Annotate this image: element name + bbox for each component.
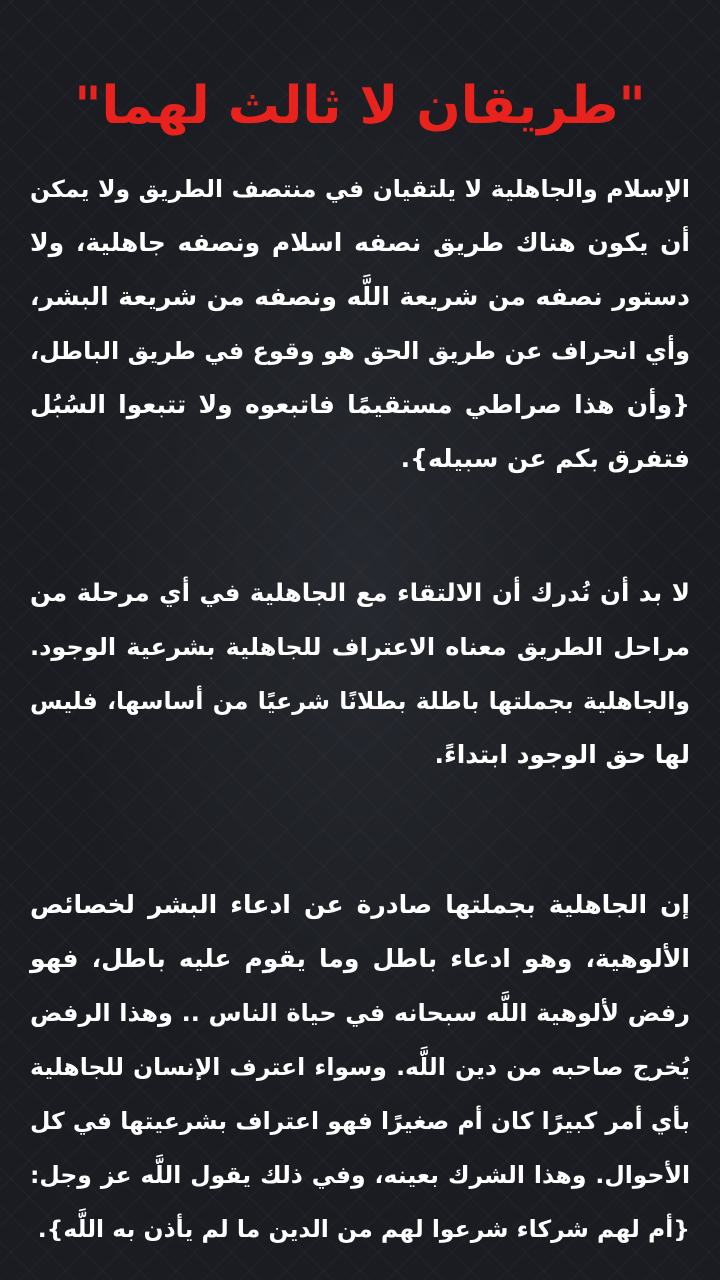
- paragraph-2: [30, 566, 690, 782]
- text-line: الأحوال. وهذا الشرك بعينه، وفي ذلك يقول اللَّه عز وجل:: [30, 1161, 690, 1189]
- paragraph-1: [30, 162, 690, 486]
- text-line: الإسلام والجاهلية لا يلتقيان في منتصف الطريق ولا يمكن: [30, 175, 690, 203]
- text-line: مراحل الطريق معناه الاعتراف للجاهلية بشرعية الوجود.: [30, 633, 690, 661]
- text-line: بأي أمر كبيرًا كان أم صغيرًا فهو اعتراف بشرعيتها في كل: [30, 1107, 690, 1135]
- text-line: أن يكون هناك طريق نصفه اسلام ونصفه جاهلية، ولا: [30, 228, 690, 257]
- text-line: لها حق الوجود ابتداءً.: [434, 740, 690, 769]
- text-line: {وأن هذا صراطي مستقيمًا فاتبعوه ولا تتبعوا السُبُل: [30, 390, 690, 419]
- text-line: والجاهلية بجملتها باطلة بطلانًا شرعيًا من أساسها، فليس: [30, 687, 690, 715]
- text-line: يُخرج صاحبه من دين اللَّه. وسواء اعترف الإنسان للجاهلية: [30, 1053, 690, 1081]
- text-line: فتفرق بكم عن سبيله}.: [400, 444, 690, 473]
- text-line: وأي انحراف عن طريق الحق هو وقوع في طريق الباطل،: [30, 337, 690, 365]
- paragraph-3: [30, 878, 690, 1256]
- text-line: {أم لهم شركاء شرعوا لهم من الدين ما لم يأذن به اللَّه}.: [37, 1215, 690, 1243]
- text-line: الألوهية، وهو ادعاء باطل وما يقوم عليه باطل، فهو: [30, 944, 690, 973]
- page-title: "طريقان لا ثالث لهما": [74, 76, 646, 136]
- paragraph-spacer: [30, 782, 690, 878]
- paragraph-spacer: [30, 486, 690, 566]
- text-line: إن الجاهلية بجملتها صادرة عن ادعاء البشر لخصائص: [30, 890, 690, 919]
- text-line: لا بد أن نُدرك أن الالتقاء مع الجاهلية في أي مرحلة من: [30, 578, 690, 607]
- text-line: دستور نصفه من شريعة اللَّه ونصفه من شريعة البشر،: [30, 282, 690, 311]
- text-line: رفض لألوهية اللَّه سبحانه في حياة الناس .. وهذا الرفض: [30, 999, 690, 1027]
